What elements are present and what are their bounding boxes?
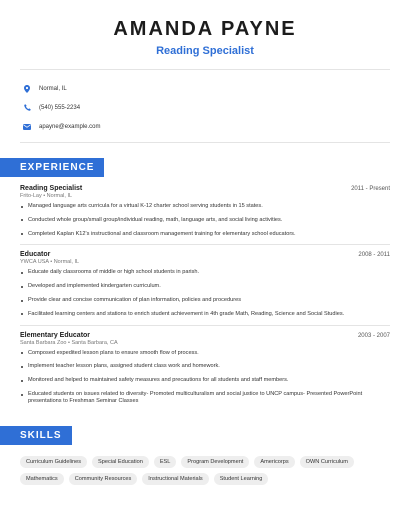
contact-email [22, 117, 388, 136]
job-employer: YWCA USA • Normal, IL [20, 259, 80, 266]
job-bullet: Provide clear and concise communication of plan information, policies and procedures [20, 297, 390, 304]
job-dates: 2008 - 2011 [358, 252, 390, 259]
contact-location-text: Normal, IL [39, 85, 67, 92]
skill-chip: Special Education [92, 456, 149, 468]
divider [20, 142, 390, 143]
divider [20, 244, 390, 245]
job-entry [20, 244, 390, 318]
job-employer: Santa Barbara Zoo • Santa Barbara, CA [20, 339, 118, 346]
skill-chip: Student Learning [214, 473, 269, 485]
experience-heading: EXPERIENCE [0, 158, 104, 177]
job-bullet: Conducted whole group/small group/individual reading, math, language arts, and social living activities. [20, 217, 390, 224]
job-role: Reading Specialist [20, 185, 83, 192]
candidate-name: AMANDA PAYNE [113, 18, 297, 40]
job-role: Educator [20, 251, 51, 259]
job-bullet: Composed expedited lesson plans to ensure smooth flow of process. [20, 350, 390, 357]
divider [20, 325, 390, 326]
contact-email-text: apayne@example.com [39, 123, 101, 130]
skill-chip: ESL [154, 456, 177, 468]
skills-heading: SKILLS [0, 426, 72, 445]
job-employer: Frito-Lay • Normal, IL [20, 193, 73, 199]
skills-list [0, 445, 410, 485]
candidate-title: Reading Specialist [156, 45, 254, 57]
job-bullet: Facilitated learning centers and stations to enrich student achievement in 4th grade Math, Reading, Science and Social Studies. [20, 311, 390, 318]
job-bullet: Implement teacher lesson plans, assigned student class work and homework. [20, 363, 390, 370]
contact-location [22, 79, 388, 98]
job-entry [20, 185, 390, 238]
location-pin-icon [22, 85, 32, 93]
job-role: Elementary Educator [20, 331, 91, 339]
skill-chip: Community Resources [69, 473, 138, 485]
resume-header [0, 0, 410, 57]
skill-chip: Americorps [254, 456, 294, 468]
job-bullet: Monitored and helped to maintained safety measures and precautions for all students and staff members. [20, 377, 390, 384]
job-dates: 2011 - Present [351, 186, 390, 192]
skill-chip: Instructional Materials [142, 473, 208, 485]
skill-chip: OWN Curriculum [300, 456, 354, 468]
job-bullet: Developed and implemented kindergarten curriculum. [20, 283, 390, 290]
job-bullet: Educated students on issues related to diversity- Promoted multiculturalism and social justice to UNCP campus- Presented PowerPoint presentations to Freshman Seminar Classes [20, 391, 390, 405]
job-bullet: Educate daily classrooms of middle or high school students in parish. [20, 269, 390, 276]
skill-chip: Program Development [181, 456, 249, 468]
job-bullet: Completed Kaplan K12's instructional and classroom management training for elementary school educators. [20, 231, 390, 238]
contact-list [0, 70, 410, 142]
job-bullet: Managed language arts curricula for a virtual K-12 charter school serving students in 15 states. [20, 203, 390, 210]
job-entry [20, 325, 390, 406]
skill-chip: Curriculum Guidelines [20, 456, 87, 468]
phone-icon [22, 104, 32, 111]
contact-phone-text: (540) 555-2234 [39, 104, 81, 111]
experience-list [0, 177, 410, 405]
skill-chip: Mathematics [20, 473, 64, 485]
contact-phone [22, 98, 388, 117]
email-icon [22, 124, 32, 130]
job-dates: 2003 - 2007 [357, 332, 390, 339]
